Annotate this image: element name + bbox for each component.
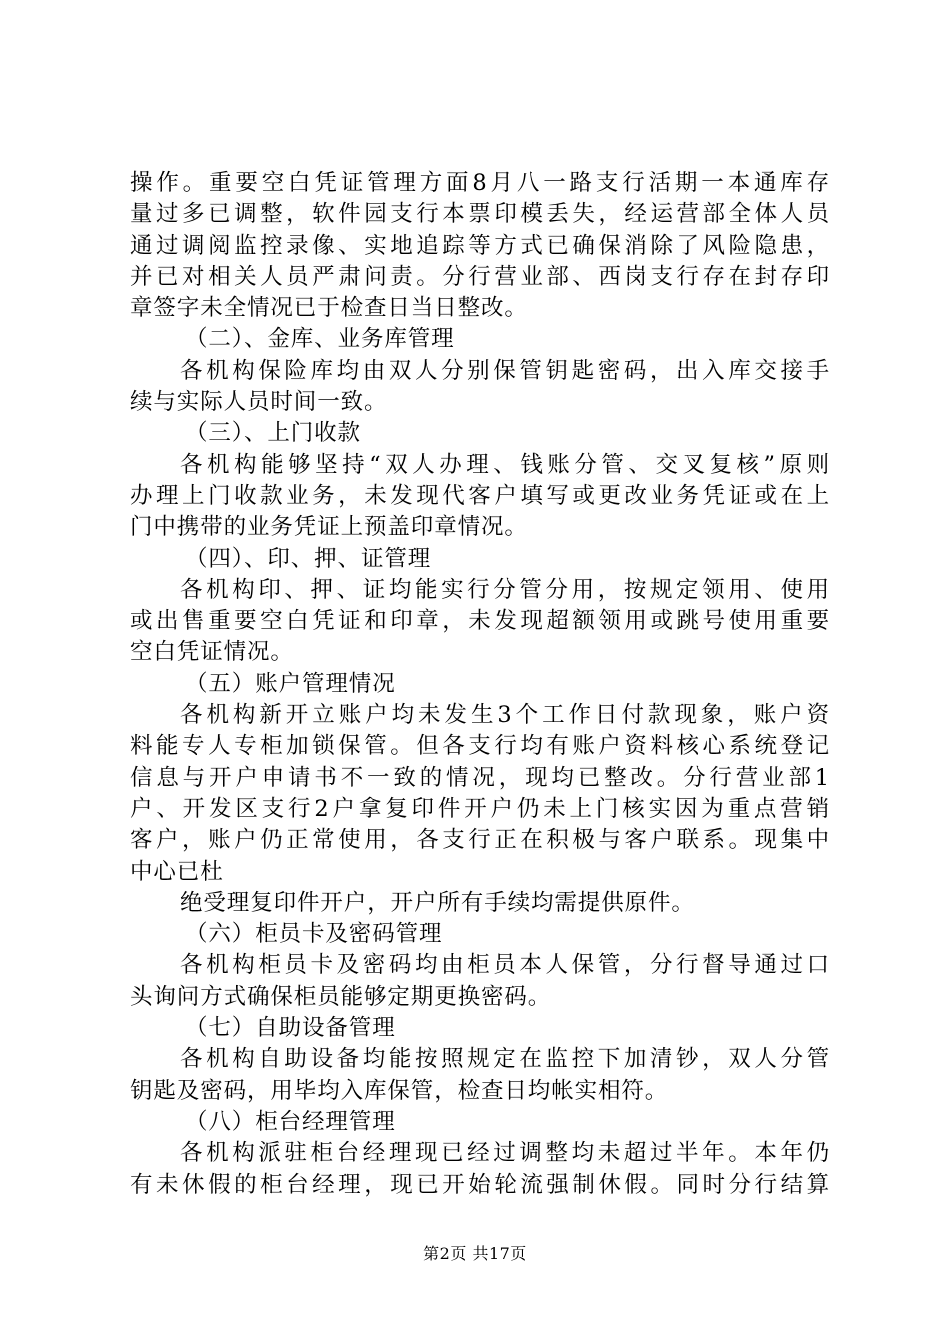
text-line: 钥匙及密码，用毕均入库保管，检查日均帐实相符。 [130, 1077, 669, 1104]
text-line: 户、开发区支行2户拿复印件开户仍未上门核实因为重点营销 [130, 795, 830, 822]
text-line: 信息与开户申请书不一致的情况，现均已整改。分行营业部1 [130, 764, 830, 791]
text-line: 各机构自助设备均能按照规定在监控下加清钞，双人分管 [180, 1046, 830, 1073]
text-line: 料能专人专柜加锁保管。但各支行均有账户资料核心系统登记 [130, 733, 830, 760]
section-heading: （二）、金库、业务库管理 [185, 326, 455, 353]
text-line: 办理上门收款业务，未发现代客户填写或更改业务凭证或在上 [130, 482, 830, 509]
text-line: 或出售重要空白凭证和印章，未发现超额领用或跳号使用重要 [130, 608, 830, 635]
document-body [130, 168, 830, 1201]
text-line: 门中携带的业务凭证上预盖印章情况。 [130, 514, 528, 541]
section-heading: （八）柜台经理管理 [185, 1108, 396, 1135]
section-heading: （七）自助设备管理 [185, 1015, 396, 1042]
text-line: 头询问方式确保柜员能够定期更换密码。 [130, 983, 552, 1010]
text-line: 通过调阅监控录像、实地追踪等方式已确保消除了风险隐患， [130, 232, 830, 259]
text-line: 并已对相关人员严肃问责。分行营业部、西岗支行存在封存印 [130, 263, 830, 290]
text-line: 有未休假的柜台经理，现已开始轮流强制休假。同时分行结算 [130, 1171, 830, 1198]
text-line: 各机构能够坚持“双人办理、钱账分管、交叉复核”原则 [180, 451, 830, 478]
text-line: 各机构派驻柜台经理现已经过调整均未超过半年。本年仍 [180, 1140, 830, 1167]
section-heading: （五）账户管理情况 [185, 670, 396, 697]
text-line: 操作。重要空白凭证管理方面8月八一路支行活期一本通库存 [130, 170, 830, 196]
text-line: 客户，账户仍正常使用，各支行正在积极与客户联系。现集中 [130, 827, 830, 854]
text-line: 各机构柜员卡及密码均由柜员本人保管，分行督导通过口 [180, 952, 830, 979]
text-line: 各机构保险库均由双人分别保管钥匙密码，出入库交接手 [180, 357, 830, 384]
text-line: 空白凭证情况。 [130, 639, 294, 666]
text-line: 各机构印、押、证均能实行分管分用，按规定领用、使用 [180, 576, 830, 603]
page-number-footer: 第2页 共17页 [423, 1244, 527, 1263]
section-heading: （三）、上门收款 [185, 420, 361, 447]
text-line: 各机构新开立账户均未发生3个工作日付款现象，账户资 [180, 702, 830, 729]
text-line: 绝受理复印件开户，开户所有手续均需提供原件。 [180, 889, 695, 916]
text-line: 量过多已调整，软件园支行本票印模丢失，经运营部全体人员 [130, 201, 830, 228]
text-line: 章签字未全情况已于检查日当日整改。 [130, 295, 528, 322]
section-heading: （四）、印、押、证管理 [185, 545, 432, 572]
text-line: 续与实际人员时间一致。 [130, 389, 388, 416]
section-heading: （六）柜员卡及密码管理 [185, 921, 443, 948]
text-line: 中心已杜 [130, 858, 224, 885]
